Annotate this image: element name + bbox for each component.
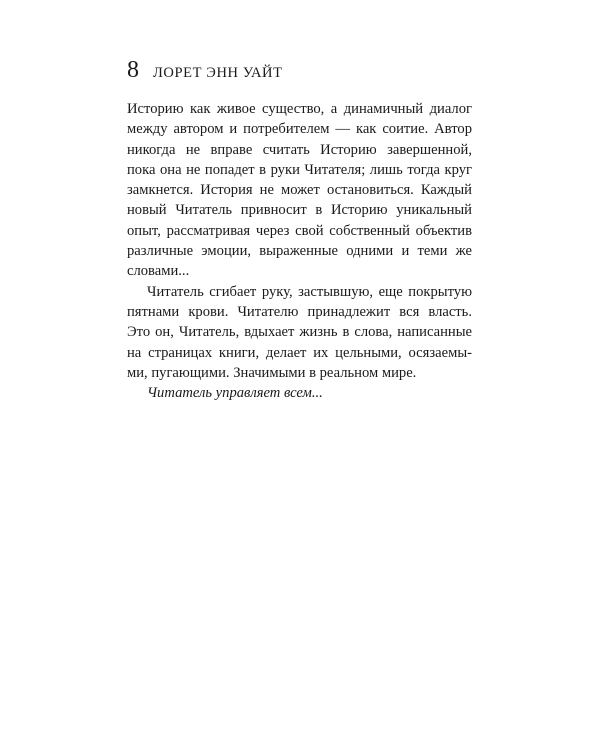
text-line: пятнами крови. Читателю принадлежит вся власть. xyxy=(127,303,472,320)
page-number: 8 xyxy=(127,57,139,83)
running-title: ЛОРЕТ ЭНН УАЙТ xyxy=(153,65,283,81)
text-line: новый Читатель привносит в Историю уникальный xyxy=(127,202,472,219)
body-text xyxy=(127,99,472,403)
text-line: различные эмоции, выраженные одними и теми же xyxy=(127,243,472,260)
text-line: замкнется. История не может остановиться. Каждый xyxy=(127,182,472,199)
text-line: Историю как живое существо, а динамичный диалог xyxy=(127,101,472,117)
running-head xyxy=(127,58,283,88)
text-line: между автором и потребителем — как соитие. Автор xyxy=(127,121,472,138)
text-line: ми, пугающими. Значимыми в реальном мире. xyxy=(127,364,417,381)
text-line: Читатель управляет всем... xyxy=(147,385,323,402)
text-line: Это он, Читатель, вдыхает жизнь в слова, написанные xyxy=(127,324,472,341)
text-line: словами... xyxy=(127,263,190,280)
text-line: никогда не вправе считать Историю завершенной, xyxy=(127,141,472,158)
text-line: Читатель сгибает руку, застывшую, еще покрытую xyxy=(147,283,472,300)
text-line: на страницах книги, делает их цельными, осязаемы- xyxy=(127,344,472,361)
text-line: опыт, рассматривая через свой собственный объектив xyxy=(127,222,472,239)
text-line: пока она не попадет в руки Читателя; лишь тогда круг xyxy=(127,161,472,178)
